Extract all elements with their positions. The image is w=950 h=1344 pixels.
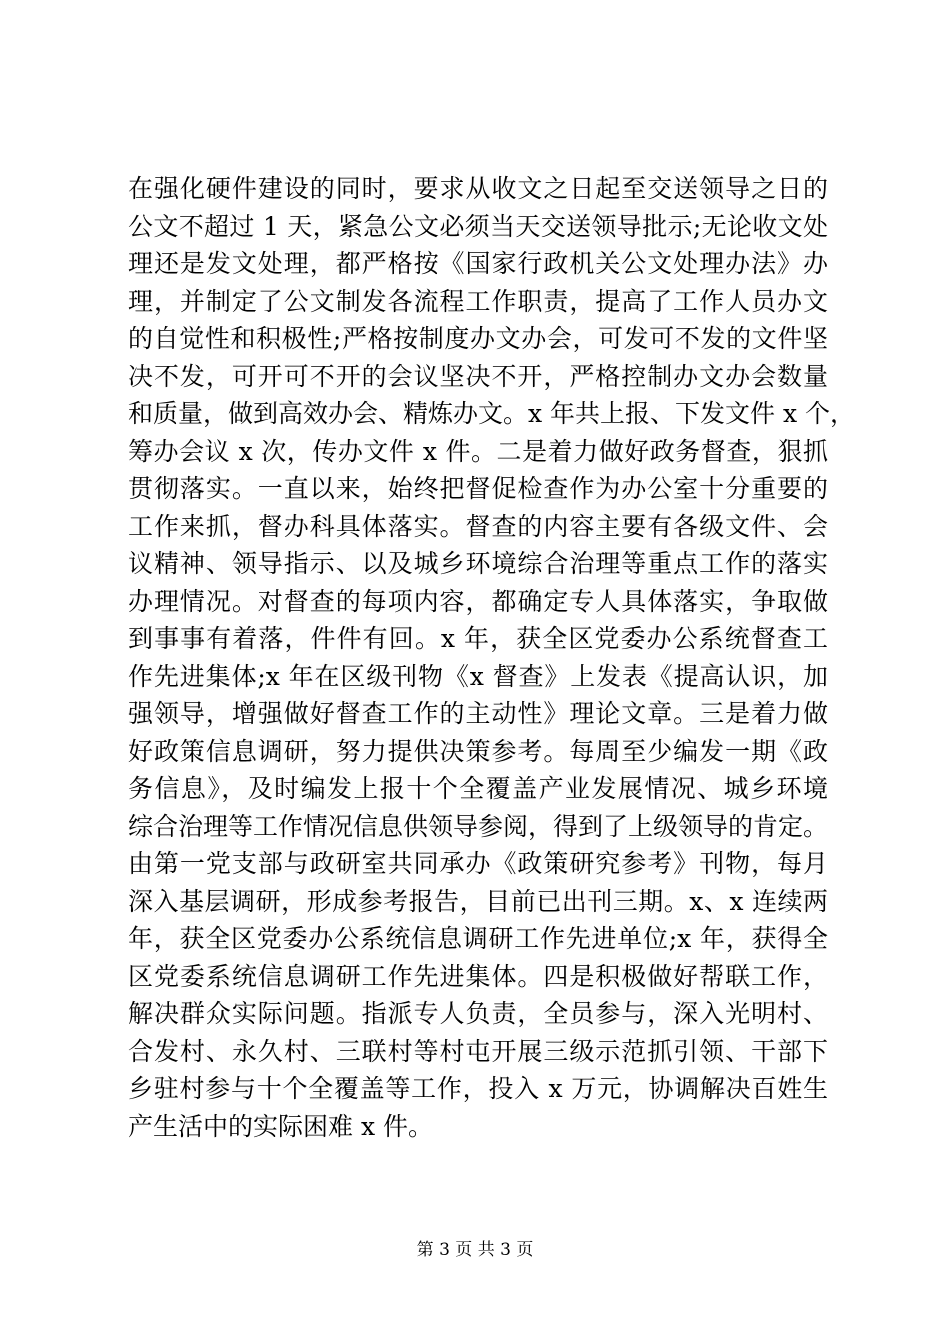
text-line: 解决群众实际问题。指派专人负责，全员参与，深入光明村、	[128, 999, 828, 1028]
text-line: 区党委系统信息调研工作先进集体。四是积极做好帮联工作，	[128, 961, 828, 991]
text-line: 强领导，增强做好督查工作的主动性》理论文章。三是着力做	[128, 699, 828, 728]
text-line: 务信息》，及时编发上报十个全覆盖产业发展情况、城乡环境	[128, 774, 828, 803]
text-line: 决不发，可开可不开的会议坚决不开，严格控制办文办会数量	[128, 361, 828, 391]
text-line: 综合治理等工作情况信息供领导参阅，得到了上级领导的肯定。	[128, 811, 829, 841]
text-line: 议精神、领导指示、以及城乡环境综合治理等重点工作的落实	[128, 549, 828, 578]
text-line: 年，获全区党委办公系统信息调研工作先进单位;x 年，获得全	[128, 924, 828, 953]
text-line: 深入基层调研，形成参考报告，目前已出刊三期。x、x 连续两	[128, 886, 828, 916]
text-line: 工作来抓，督办科具体落实。督查的内容主要有各级文件、会	[128, 511, 828, 541]
text-line: 合发村、永久村、三联村等村屯开展三级示范抓引领、干部下	[128, 1036, 828, 1066]
text-line: 理还是发文处理，都严格按《国家行政机关公文处理办法》办	[128, 249, 828, 278]
text-line: 公文不超过 1 天，紧急公文必须当天交送领导批示;无论收文处	[128, 211, 828, 241]
text-line: 到事事有着落，件件有回。x 年，获全区党委办公系统督查工	[128, 624, 828, 653]
text-line: 由第一党支部与政研室共同承办《政策研究参考》刊物，每月	[128, 849, 828, 878]
text-line: 理，并制定了公文制发各流程工作职责，提高了工作人员办文	[128, 286, 828, 316]
text-line: 和质量，做到高效办会、精炼办文。x 年共上报、下发文件 x 个，	[128, 399, 856, 428]
text-line: 办理情况。对督查的每项内容，都确定专人具体落实，争取做	[128, 586, 828, 616]
text-line: 好政策信息调研，努力提供决策参考。每周至少编发一期《政	[128, 736, 828, 766]
text-line: 在强化硬件建设的同时，要求从收文之日起至交送领导之日的	[128, 174, 828, 203]
text-line: 产生活中的实际困难 x 件。	[128, 1111, 433, 1141]
text-line: 的自觉性和积极性;严格按制度办文办会，可发可不发的文件坚	[128, 324, 828, 353]
body-paragraph	[128, 170, 856, 1145]
text-line: 贯彻落实。一直以来，始终把督促检查作为办公室十分重要的	[128, 474, 828, 503]
page-footer: 第 3 页 共 3 页	[416, 1240, 534, 1260]
text-line: 作先进集体;x 年在区级刊物《x 督查》上发表《提高认识，加	[128, 661, 828, 691]
text-line: 乡驻村参与十个全覆盖等工作，投入 x 万元，协调解决百姓生	[128, 1074, 828, 1103]
text-line: 筹办会议 x 次，传办文件 x 件。二是着力做好政务督查，狠抓	[128, 436, 828, 466]
